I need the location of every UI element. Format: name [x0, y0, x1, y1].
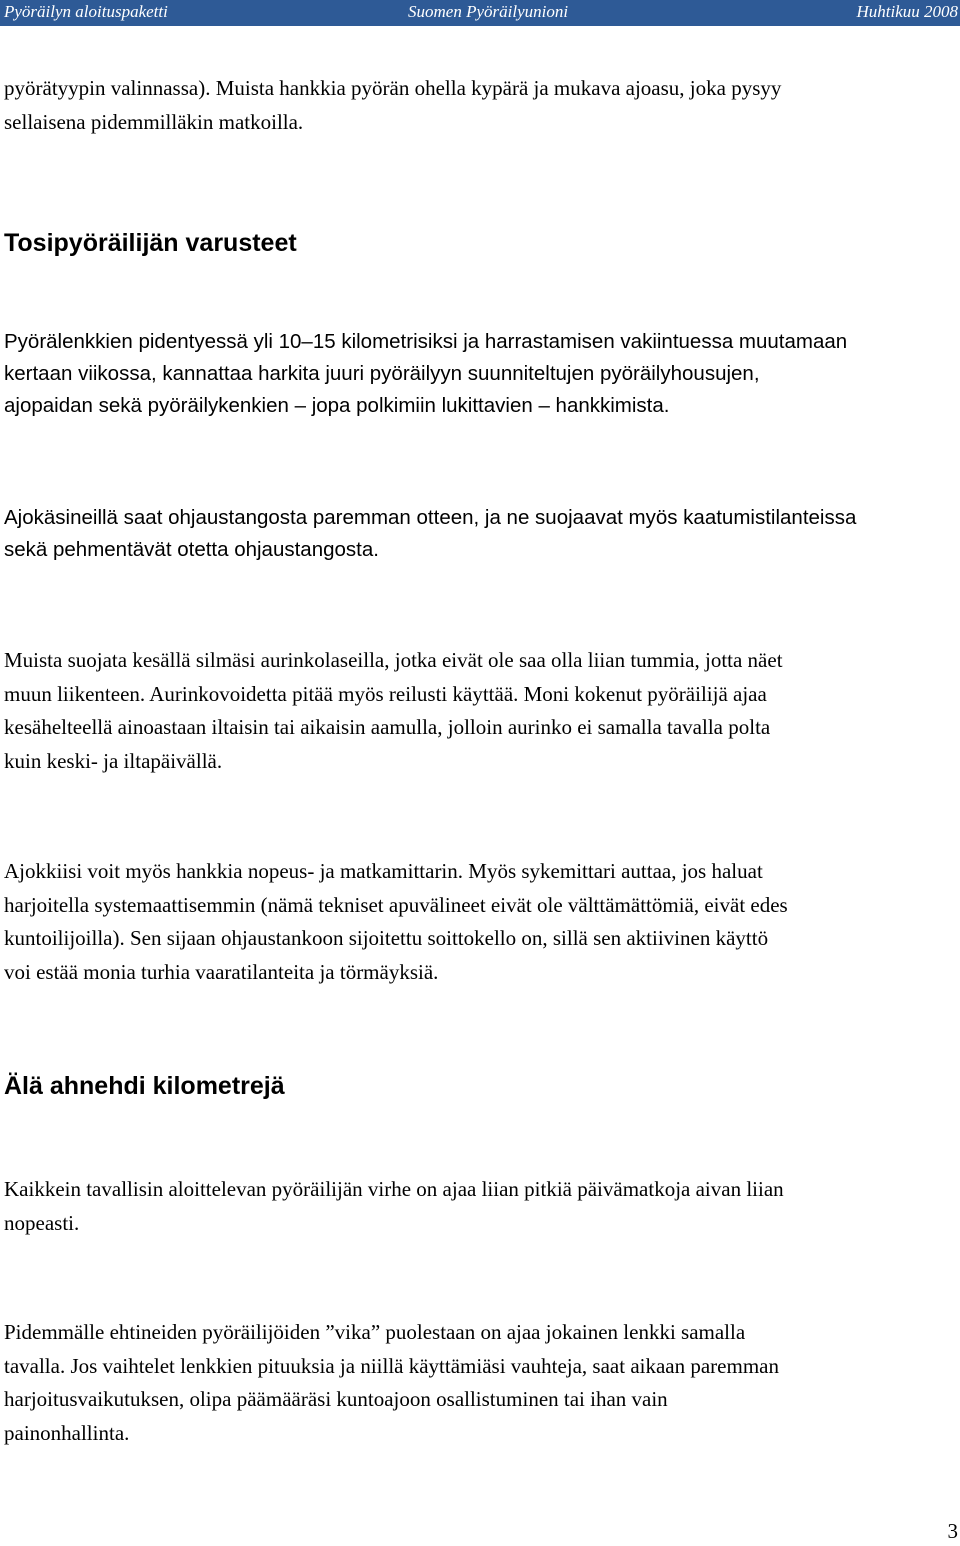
- section2-paragraph-2-block: [4, 1316, 956, 1450]
- section1-paragraph-3: Muista suojata kesällä silmäsi aurinkolaseilla, jotka eivät ole saa olla liian tummia, jotta näet muun liikenteen. Aurinkovoidetta pitää myös reilusti käyttää. Moni kokenut pyöräilijä ajaa kesähelteellä ainoastaan iltaisin tai aikaisin aamulla, jolloin aurinko ei samalla tavalla polta kuin keski- ja iltapäivällä.: [4, 648, 783, 773]
- section1-paragraph-1-block: [4, 326, 956, 422]
- header-organization: Suomen Pyöräilyunioni: [408, 2, 569, 21]
- section1-paragraph-2-block: [4, 502, 956, 566]
- section1-paragraph-3-block: [4, 644, 956, 778]
- section2-paragraph-1-block: [4, 1173, 956, 1240]
- section1-heading-block: [4, 229, 956, 258]
- header-date: Huhtikuu 2008: [856, 2, 958, 21]
- section2-paragraph-2: Pidemmälle ehtineiden pyöräilijöiden ”vika” puolestaan on ajaa jokainen lenkki samalla tavalla. Jos vaihtelet lenkkien pituuksia ja niillä käyttämiäsi vauhteja, saat aikaan paremman harjoitusvaikutuksen, olipa päämääräsi kuntoajoon osallistuminen tai ihan vain painonhallinta.: [4, 1320, 779, 1445]
- header-document-title: Pyöräilyn aloituspaketti: [4, 2, 168, 21]
- section2-heading: Älä ahnehdi kilometrejä: [4, 1072, 285, 1100]
- section1-paragraph-1: Pyörälenkkien pidentyessä yli 10–15 kilometrisiksi ja harrastamisen vakiintuessa muutamaan kertaan viikossa, kannattaa harkita juuri pyöräilyyn suunniteltujen pyöräilyhousujen, ajopaidan sekä pyöräilykenkien – jopa polkimiin lukittavien – hankkimista.: [4, 330, 848, 417]
- page-number: 3: [947, 1519, 958, 1543]
- section1-heading: Tosipyöräilijän varusteet: [4, 229, 297, 257]
- page-header: [0, 0, 960, 26]
- section1-paragraph-4: Ajokkiisi voit myös hankkia nopeus- ja matkamittarin. Myös sykemittari auttaa, jos haluat harjoitella systemaattisemmin (nämä tekniset apuvälineet eivät ole välttämättömiä, eivät edes kuntoilijoilla). Sen sijaan ohjaustankoon sijoitettu soittokello on, sillä sen aktiivinen käyttö voi estää monia turhia vaaratilanteita ja törmäyksiä.: [4, 859, 788, 984]
- section1-paragraph-4-block: [4, 855, 956, 989]
- section2-paragraph-1: Kaikkein tavallisin aloittelevan pyöräilijän virhe on ajaa liian pitkiä päivämatkoja aivan liian nopeasti.: [4, 1177, 784, 1235]
- section1-paragraph-2: Ajokäsineillä saat ohjaustangosta paremman otteen, ja ne suojaavat myös kaatumistilanteissa sekä pehmentävät otetta ohjaustangosta.: [4, 506, 857, 561]
- intro-continuation-paragraph: pyörätyypin valinnassa). Muista hankkia pyörän ohella kypärä ja mukava ajoasu, joka pysyy sellaisena pidemmilläkin matkoilla.: [4, 76, 782, 134]
- section2-heading-block: [4, 1072, 956, 1101]
- intro-continuation-block: [4, 72, 956, 139]
